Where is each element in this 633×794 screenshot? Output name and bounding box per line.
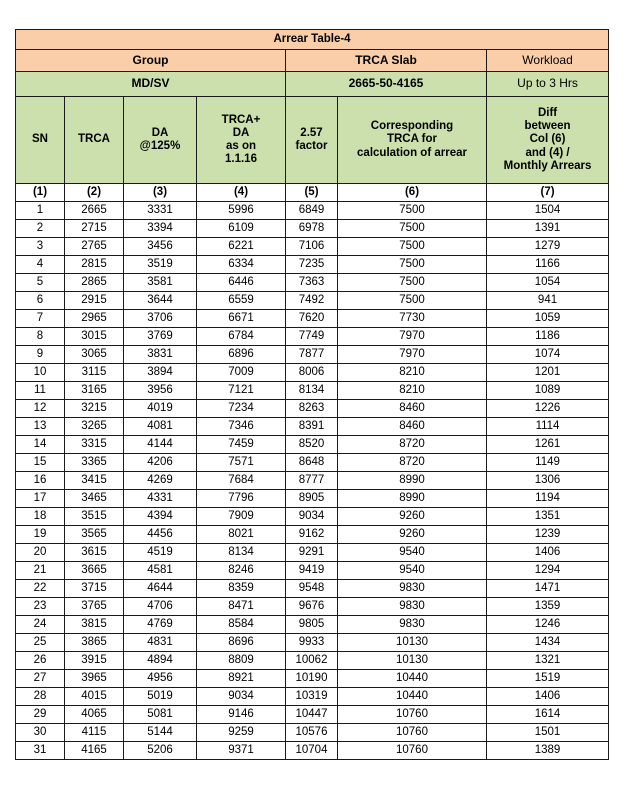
cell-factor: 7363 xyxy=(286,274,338,292)
cell-trca-plus-da: 9146 xyxy=(197,706,286,724)
cell-sn: 24 xyxy=(16,616,65,634)
cell-da: 4456 xyxy=(124,526,197,544)
table-row xyxy=(16,256,609,274)
cell-da: 4144 xyxy=(124,436,197,454)
cell-sn: 25 xyxy=(16,634,65,652)
band-trca-slab-label: TRCA Slab xyxy=(286,50,487,72)
cell-corresponding-trca: 8460 xyxy=(338,400,487,418)
cell-monthly-arrears: 1246 xyxy=(487,616,609,634)
cell-da: 4706 xyxy=(124,598,197,616)
cell-factor: 7877 xyxy=(286,346,338,364)
column-number: (4) xyxy=(197,184,286,202)
column-header-line: and (4) / xyxy=(525,146,570,159)
cell-sn: 12 xyxy=(16,400,65,418)
column-header-trca-plus-da xyxy=(197,97,286,184)
column-header-line: SN xyxy=(32,133,48,146)
table-row xyxy=(16,580,609,598)
cell-sn: 22 xyxy=(16,580,65,598)
cell-factor: 8391 xyxy=(286,418,338,436)
column-number: (3) xyxy=(124,184,197,202)
table-row xyxy=(16,652,609,670)
cell-trca-plus-da: 6109 xyxy=(197,220,286,238)
cell-factor: 7620 xyxy=(286,310,338,328)
cell-trca-plus-da: 7796 xyxy=(197,490,286,508)
cell-monthly-arrears: 1501 xyxy=(487,724,609,742)
cell-sn: 27 xyxy=(16,670,65,688)
cell-sn: 28 xyxy=(16,688,65,706)
cell-trca-plus-da: 9371 xyxy=(197,742,286,760)
table-row xyxy=(16,670,609,688)
cell-corresponding-trca: 10440 xyxy=(338,670,487,688)
cell-monthly-arrears: 1321 xyxy=(487,652,609,670)
table-row xyxy=(16,508,609,526)
cell-sn: 2 xyxy=(16,220,65,238)
column-header-line: 2.57 xyxy=(300,126,323,139)
cell-trca-plus-da: 7684 xyxy=(197,472,286,490)
cell-trca: 3465 xyxy=(65,490,124,508)
cell-sn: 29 xyxy=(16,706,65,724)
cell-monthly-arrears: 1406 xyxy=(487,544,609,562)
cell-da: 4331 xyxy=(124,490,197,508)
cell-trca-plus-da: 6784 xyxy=(197,328,286,346)
cell-da: 3956 xyxy=(124,382,197,400)
column-header-line: Diff xyxy=(537,106,558,119)
cell-sn: 30 xyxy=(16,724,65,742)
cell-trca: 3765 xyxy=(65,598,124,616)
cell-corresponding-trca: 8990 xyxy=(338,490,487,508)
table-row xyxy=(16,562,609,580)
cell-corresponding-trca: 7500 xyxy=(338,292,487,310)
cell-da: 3519 xyxy=(124,256,197,274)
cell-trca: 4015 xyxy=(65,688,124,706)
cell-da: 3894 xyxy=(124,364,197,382)
cell-da: 4081 xyxy=(124,418,197,436)
cell-trca: 3015 xyxy=(65,328,124,346)
cell-factor: 10704 xyxy=(286,742,338,760)
table-row xyxy=(16,526,609,544)
cell-monthly-arrears: 1389 xyxy=(487,742,609,760)
cell-trca-plus-da: 7121 xyxy=(197,382,286,400)
cell-monthly-arrears: 1166 xyxy=(487,256,609,274)
cell-da: 3706 xyxy=(124,310,197,328)
table-row xyxy=(16,328,609,346)
cell-corresponding-trca: 10440 xyxy=(338,688,487,706)
cell-da: 4769 xyxy=(124,616,197,634)
cell-factor: 10319 xyxy=(286,688,338,706)
cell-trca: 3715 xyxy=(65,580,124,598)
cell-sn: 11 xyxy=(16,382,65,400)
cell-trca-plus-da: 8021 xyxy=(197,526,286,544)
table-row xyxy=(16,598,609,616)
cell-factor: 7106 xyxy=(286,238,338,256)
cell-factor: 7235 xyxy=(286,256,338,274)
column-number: (5) xyxy=(286,184,338,202)
cell-trca: 2815 xyxy=(65,256,124,274)
table-row xyxy=(16,724,609,742)
column-number: (7) xyxy=(487,184,609,202)
cell-monthly-arrears: 1114 xyxy=(487,418,609,436)
cell-factor: 8263 xyxy=(286,400,338,418)
cell-trca-plus-da: 5996 xyxy=(197,202,286,220)
cell-factor: 7749 xyxy=(286,328,338,346)
cell-da: 5144 xyxy=(124,724,197,742)
column-header-line: DA xyxy=(232,126,250,139)
cell-corresponding-trca: 10130 xyxy=(338,652,487,670)
cell-corresponding-trca: 7500 xyxy=(338,220,487,238)
table-values-row xyxy=(16,72,609,97)
cell-factor: 9419 xyxy=(286,562,338,580)
cell-sn: 13 xyxy=(16,418,65,436)
cell-corresponding-trca: 9830 xyxy=(338,598,487,616)
table-row xyxy=(16,616,609,634)
table-row xyxy=(16,202,609,220)
column-header-diff-monthly-arrears xyxy=(487,97,609,184)
cell-monthly-arrears: 1201 xyxy=(487,364,609,382)
column-header-line: as on xyxy=(225,140,257,152)
cell-factor: 8905 xyxy=(286,490,338,508)
table-row xyxy=(16,346,609,364)
cell-sn: 21 xyxy=(16,562,65,580)
cell-factor: 9933 xyxy=(286,634,338,652)
cell-sn: 19 xyxy=(16,526,65,544)
column-header-line: TRCA for xyxy=(386,133,438,146)
cell-factor: 8648 xyxy=(286,454,338,472)
cell-trca-plus-da: 7234 xyxy=(197,400,286,418)
cell-monthly-arrears: 941 xyxy=(487,292,609,310)
cell-trca: 2765 xyxy=(65,238,124,256)
cell-trca-plus-da: 6446 xyxy=(197,274,286,292)
cell-trca-plus-da: 8134 xyxy=(197,544,286,562)
cell-trca: 2865 xyxy=(65,274,124,292)
column-header-line: TRCA xyxy=(78,133,110,146)
table-row xyxy=(16,490,609,508)
cell-corresponding-trca: 7730 xyxy=(338,310,487,328)
cell-factor: 9162 xyxy=(286,526,338,544)
cell-da: 5019 xyxy=(124,688,197,706)
cell-sn: 6 xyxy=(16,292,65,310)
table-row xyxy=(16,472,609,490)
cell-corresponding-trca: 8720 xyxy=(338,436,487,454)
column-header-corresponding-trca xyxy=(338,97,487,184)
cell-corresponding-trca: 7500 xyxy=(338,202,487,220)
cell-monthly-arrears: 1351 xyxy=(487,508,609,526)
cell-trca-plus-da: 7571 xyxy=(197,454,286,472)
cell-factor: 6849 xyxy=(286,202,338,220)
cell-monthly-arrears: 1279 xyxy=(487,238,609,256)
cell-trca: 3115 xyxy=(65,364,124,382)
cell-corresponding-trca: 8720 xyxy=(338,454,487,472)
cell-sn: 23 xyxy=(16,598,65,616)
cell-monthly-arrears: 1054 xyxy=(487,274,609,292)
table-row xyxy=(16,292,609,310)
column-header-line: @125% xyxy=(139,140,181,152)
table-title-row xyxy=(16,30,609,50)
table-band-row xyxy=(16,50,609,72)
cell-corresponding-trca: 7500 xyxy=(338,256,487,274)
cell-trca: 3965 xyxy=(65,670,124,688)
cell-da: 5081 xyxy=(124,706,197,724)
cell-da: 4519 xyxy=(124,544,197,562)
cell-trca: 4165 xyxy=(65,742,124,760)
table-row xyxy=(16,382,609,400)
cell-factor: 7492 xyxy=(286,292,338,310)
cell-monthly-arrears: 1406 xyxy=(487,688,609,706)
value-group: MD/SV xyxy=(16,72,286,97)
cell-da: 4644 xyxy=(124,580,197,598)
cell-trca-plus-da: 7459 xyxy=(197,436,286,454)
cell-corresponding-trca: 8990 xyxy=(338,472,487,490)
cell-trca: 3565 xyxy=(65,526,124,544)
cell-trca: 4115 xyxy=(65,724,124,742)
band-group-label: Group xyxy=(16,50,286,72)
arrear-table-4 xyxy=(15,29,609,760)
cell-sn: 7 xyxy=(16,310,65,328)
table-row xyxy=(16,688,609,706)
cell-da: 4019 xyxy=(124,400,197,418)
cell-trca-plus-da: 9034 xyxy=(197,688,286,706)
cell-monthly-arrears: 1434 xyxy=(487,634,609,652)
cell-corresponding-trca: 9830 xyxy=(338,616,487,634)
column-header-row xyxy=(16,97,609,184)
table-row xyxy=(16,400,609,418)
cell-trca-plus-da: 6221 xyxy=(197,238,286,256)
cell-da: 3331 xyxy=(124,202,197,220)
cell-corresponding-trca: 10760 xyxy=(338,706,487,724)
cell-corresponding-trca: 7500 xyxy=(338,238,487,256)
cell-trca-plus-da: 6896 xyxy=(197,346,286,364)
cell-monthly-arrears: 1239 xyxy=(487,526,609,544)
cell-corresponding-trca: 8210 xyxy=(338,382,487,400)
cell-sn: 5 xyxy=(16,274,65,292)
cell-sn: 20 xyxy=(16,544,65,562)
cell-da: 3456 xyxy=(124,238,197,256)
column-header-line: DA xyxy=(151,126,169,139)
cell-sn: 9 xyxy=(16,346,65,364)
cell-da: 3831 xyxy=(124,346,197,364)
cell-sn: 26 xyxy=(16,652,65,670)
column-number-row xyxy=(16,184,609,202)
table-row xyxy=(16,238,609,256)
cell-corresponding-trca: 10760 xyxy=(338,742,487,760)
cell-corresponding-trca: 10130 xyxy=(338,634,487,652)
cell-sn: 3 xyxy=(16,238,65,256)
cell-da: 4394 xyxy=(124,508,197,526)
cell-factor: 9548 xyxy=(286,580,338,598)
cell-monthly-arrears: 1059 xyxy=(487,310,609,328)
table-row xyxy=(16,436,609,454)
cell-factor: 8134 xyxy=(286,382,338,400)
cell-trca-plus-da: 9259 xyxy=(197,724,286,742)
table-row xyxy=(16,364,609,382)
arrear-table-body xyxy=(16,30,609,760)
cell-da: 4956 xyxy=(124,670,197,688)
cell-monthly-arrears: 1504 xyxy=(487,202,609,220)
cell-da: 3581 xyxy=(124,274,197,292)
cell-monthly-arrears: 1149 xyxy=(487,454,609,472)
cell-trca: 3165 xyxy=(65,382,124,400)
cell-trca-plus-da: 8921 xyxy=(197,670,286,688)
cell-factor: 9676 xyxy=(286,598,338,616)
cell-trca-plus-da: 8359 xyxy=(197,580,286,598)
table-row xyxy=(16,310,609,328)
cell-da: 4831 xyxy=(124,634,197,652)
cell-trca-plus-da: 7009 xyxy=(197,364,286,382)
cell-trca: 3315 xyxy=(65,436,124,454)
cell-da: 4581 xyxy=(124,562,197,580)
cell-monthly-arrears: 1194 xyxy=(487,490,609,508)
cell-factor: 10576 xyxy=(286,724,338,742)
cell-monthly-arrears: 1519 xyxy=(487,670,609,688)
cell-trca-plus-da: 8696 xyxy=(197,634,286,652)
cell-sn: 18 xyxy=(16,508,65,526)
cell-corresponding-trca: 9540 xyxy=(338,544,487,562)
cell-trca: 3365 xyxy=(65,454,124,472)
column-header-line: between xyxy=(524,120,571,133)
cell-monthly-arrears: 1226 xyxy=(487,400,609,418)
cell-factor: 9291 xyxy=(286,544,338,562)
cell-trca: 3515 xyxy=(65,508,124,526)
cell-trca: 2665 xyxy=(65,202,124,220)
cell-factor: 10447 xyxy=(286,706,338,724)
cell-corresponding-trca: 9260 xyxy=(338,526,487,544)
cell-trca: 3215 xyxy=(65,400,124,418)
cell-factor: 9034 xyxy=(286,508,338,526)
cell-factor: 9805 xyxy=(286,616,338,634)
cell-sn: 4 xyxy=(16,256,65,274)
cell-da: 5206 xyxy=(124,742,197,760)
cell-trca-plus-da: 6559 xyxy=(197,292,286,310)
column-header-factor xyxy=(286,97,338,184)
cell-sn: 10 xyxy=(16,364,65,382)
column-header-line: 1.1.16 xyxy=(225,153,257,166)
column-number: (1) xyxy=(16,184,65,202)
cell-trca: 3265 xyxy=(65,418,124,436)
cell-monthly-arrears: 1261 xyxy=(487,436,609,454)
cell-sn: 14 xyxy=(16,436,65,454)
cell-sn: 1 xyxy=(16,202,65,220)
table-title: Arrear Table-4 xyxy=(16,30,609,50)
table-row xyxy=(16,274,609,292)
table-row xyxy=(16,634,609,652)
cell-trca: 2915 xyxy=(65,292,124,310)
arrear-table-container xyxy=(15,29,608,760)
table-row xyxy=(16,418,609,436)
cell-corresponding-trca: 9540 xyxy=(338,562,487,580)
cell-factor: 8520 xyxy=(286,436,338,454)
column-header-line: factor xyxy=(295,140,328,152)
cell-trca: 4065 xyxy=(65,706,124,724)
cell-monthly-arrears: 1614 xyxy=(487,706,609,724)
cell-monthly-arrears: 1471 xyxy=(487,580,609,598)
table-row xyxy=(16,544,609,562)
cell-corresponding-trca: 9830 xyxy=(338,580,487,598)
cell-da: 3769 xyxy=(124,328,197,346)
cell-monthly-arrears: 1359 xyxy=(487,598,609,616)
cell-trca: 3615 xyxy=(65,544,124,562)
column-header-sn xyxy=(16,97,65,184)
column-header-line: calculation of arrear xyxy=(357,146,467,159)
cell-sn: 31 xyxy=(16,742,65,760)
cell-factor: 10190 xyxy=(286,670,338,688)
cell-trca: 2715 xyxy=(65,220,124,238)
column-header-line: Corresponding xyxy=(370,120,454,133)
cell-corresponding-trca: 8210 xyxy=(338,364,487,382)
cell-trca: 3065 xyxy=(65,346,124,364)
cell-corresponding-trca: 10760 xyxy=(338,724,487,742)
table-row xyxy=(16,220,609,238)
cell-trca-plus-da: 8809 xyxy=(197,652,286,670)
cell-monthly-arrears: 1306 xyxy=(487,472,609,490)
cell-sn: 8 xyxy=(16,328,65,346)
cell-trca-plus-da: 7346 xyxy=(197,418,286,436)
column-header-trca xyxy=(65,97,124,184)
cell-factor: 8006 xyxy=(286,364,338,382)
column-header-da xyxy=(124,97,197,184)
cell-trca: 2965 xyxy=(65,310,124,328)
cell-da: 3394 xyxy=(124,220,197,238)
cell-monthly-arrears: 1074 xyxy=(487,346,609,364)
cell-sn: 17 xyxy=(16,490,65,508)
column-header-line: TRCA+ xyxy=(221,113,261,126)
column-number: (6) xyxy=(338,184,487,202)
cell-da: 3644 xyxy=(124,292,197,310)
cell-trca: 3665 xyxy=(65,562,124,580)
cell-factor: 6978 xyxy=(286,220,338,238)
cell-monthly-arrears: 1089 xyxy=(487,382,609,400)
cell-monthly-arrears: 1391 xyxy=(487,220,609,238)
value-workload: Up to 3 Hrs xyxy=(487,72,609,97)
column-number: (2) xyxy=(65,184,124,202)
cell-factor: 10062 xyxy=(286,652,338,670)
table-row xyxy=(16,706,609,724)
cell-trca-plus-da: 6334 xyxy=(197,256,286,274)
column-header-line: Col (6) xyxy=(529,133,566,146)
cell-da: 4206 xyxy=(124,454,197,472)
cell-corresponding-trca: 7500 xyxy=(338,274,487,292)
cell-corresponding-trca: 7970 xyxy=(338,328,487,346)
cell-da: 4894 xyxy=(124,652,197,670)
table-row xyxy=(16,454,609,472)
cell-trca: 3865 xyxy=(65,634,124,652)
cell-trca-plus-da: 8471 xyxy=(197,598,286,616)
cell-monthly-arrears: 1186 xyxy=(487,328,609,346)
cell-corresponding-trca: 8460 xyxy=(338,418,487,436)
cell-sn: 16 xyxy=(16,472,65,490)
value-trca-slab: 2665-50-4165 xyxy=(286,72,487,97)
cell-trca: 3815 xyxy=(65,616,124,634)
band-workload-label: Workload xyxy=(487,50,609,72)
cell-trca-plus-da: 8584 xyxy=(197,616,286,634)
cell-corresponding-trca: 9260 xyxy=(338,508,487,526)
cell-trca-plus-da: 6671 xyxy=(197,310,286,328)
cell-monthly-arrears: 1294 xyxy=(487,562,609,580)
cell-factor: 8777 xyxy=(286,472,338,490)
cell-trca-plus-da: 7909 xyxy=(197,508,286,526)
cell-trca: 3415 xyxy=(65,472,124,490)
column-header-line: Monthly Arrears xyxy=(503,159,592,172)
cell-corresponding-trca: 7970 xyxy=(338,346,487,364)
table-row xyxy=(16,742,609,760)
cell-da: 4269 xyxy=(124,472,197,490)
cell-trca-plus-da: 8246 xyxy=(197,562,286,580)
cell-sn: 15 xyxy=(16,454,65,472)
cell-trca: 3915 xyxy=(65,652,124,670)
